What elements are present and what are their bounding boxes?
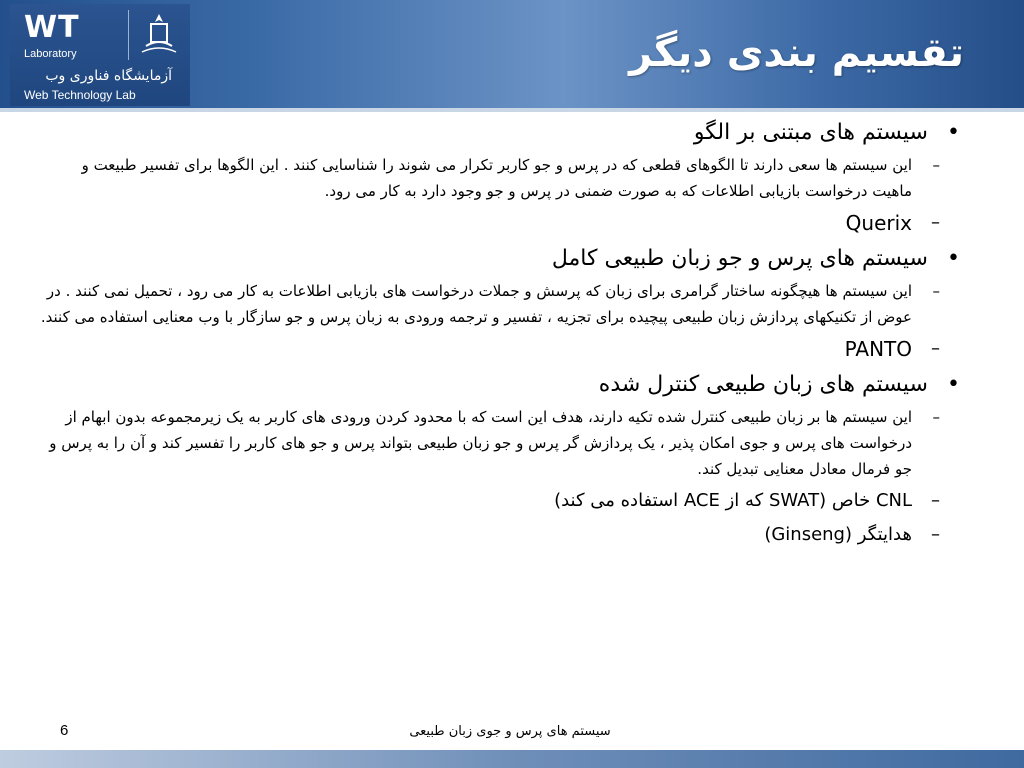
bullet-pattern-based: • سیستم های مبتنی بر الگو [40,116,968,152]
header-divider [0,108,1024,112]
sub-item-text: این سیستم ها بر زبان طبیعی کنترل شده تکیه دارند، هدف این است که با محدود کردن ورودی های کاربر به یک زیرمجموعه بدون ابهام از درخواست های پرس و جوی امکان پذیر ، یک پردازش گر پرس و جو زبان طبیعی بتواند پرس و جو های کاربر را تفسیر کند و آن را به پرس و جو فرمال معادل معنایی تبدیل کند. [49,408,912,478]
page-number: 6 [60,722,69,739]
logo-name-en: Web Technology Lab [24,88,136,102]
university-emblem-icon [134,8,184,60]
sub-item-text: این سیستم ها هیچگونه ساختار گرامری برای زبان که پرسش و جملات درخواست های بازیابی اطلاعات به کار می رود ، تحمیل نمی کنند . در عوض از تکنیکهای پردازش زبان طبیعی پیچیده برای تجزیه ، تفسیر و ترجمه ورودی به زبان پرس و جو سازگار با وب معنایی استفاده می کنند. [40,282,912,326]
dash-marker: – [931,490,940,511]
bullet-controlled-nl: • سیستم های زبان طبیعی کنترل شده [40,368,968,404]
sub-item-text: CNL خاص (SWAT که از ACE استفاده می کند) [554,490,912,511]
dash-marker: – [931,338,940,359]
logo-brand-sub: Laboratory [24,48,77,60]
dash-marker: – [931,524,940,545]
sub-item [40,208,968,238]
sub-item [40,404,968,482]
dash-marker: – [932,156,940,174]
sub-item [40,278,968,330]
sub-item-text: PANTO [844,337,912,361]
dash-marker: – [931,212,940,233]
dash-marker: – [932,408,940,426]
sub-item [40,152,968,204]
sub-item [40,520,968,550]
bullet-full-nl: • سیستم های پرس و جو زبان طبیعی کامل [40,242,968,278]
sub-item-text: هدایتگر (Ginseng) [764,524,912,545]
sub-item [40,334,968,364]
slide-content [40,116,968,554]
logo-separator [128,10,129,60]
sub-item-text: Querix [845,211,912,235]
dash-marker: – [932,282,940,300]
footer-title: سیستم های پرس و جوی زبان طبیعی [409,724,611,739]
sub-item-text: این سیستم ها سعی دارند تا الگوهای قطعی که در پرس و جو کاربر تکرار می شوند را شناسایی کنند . این الگوها برای تفسیر طبیعت و ماهیت درخواست بازیابی اطلاعات که به صورت ضمنی در پرس و جو وجود دارد به کار می رود. [81,156,912,200]
lab-logo [10,4,190,106]
slide-header [0,0,1024,108]
logo-brand: WT [24,10,80,45]
footer-bar [0,750,1024,768]
sub-item [40,486,968,516]
logo-name-fa: آزمایشگاه فناوری وب [45,68,172,84]
slide-title: تقسیم بندی دیگر [629,30,964,76]
